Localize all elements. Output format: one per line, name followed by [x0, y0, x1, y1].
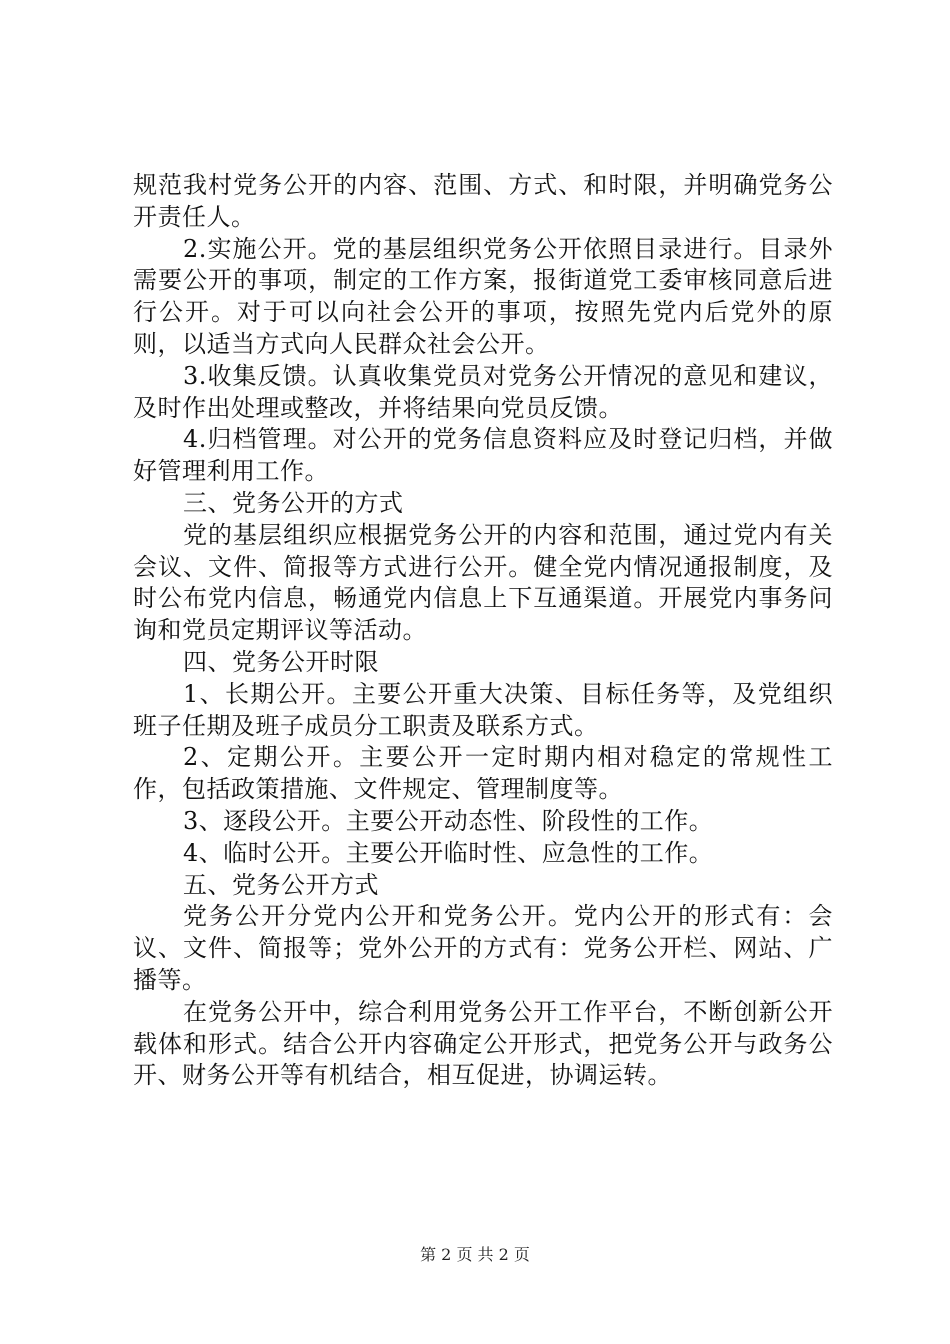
section-heading-5: 五、党务公开方式 — [183, 870, 379, 899]
paragraph-continuation: 规范我村党务公开的内容、范围、方式、和时限，并明确党务公开责任人。 — [133, 171, 833, 231]
paragraph-section-3: 党的基层组织应根据党务公开的内容和范围，通过党内有关会议、文件、简报等方式进行公开。健全党内情况通报制度，及时公布党内信息，畅通党内信息上下互通渠道。开展党内事务问询和党员定期评议等活动。 — [133, 520, 833, 645]
page-footer: 第 2 页 共 2 页 — [420, 1245, 530, 1264]
paragraph-item-4: 4.归档管理。对公开的党务信息资料应及时登记归档，并做好管理利用工作。 — [133, 425, 833, 486]
paragraph-item-2: 2.实施公开。党的基层组织党务公开依照目录进行。目录外需要公开的事项，制定的工作方案，报街道党工委审核同意后进行公开。对于可以向社会公开的事项，按照先党内后党外的原则，以适当方式向人民群众社会公开。 — [133, 234, 833, 358]
section-heading-3: 三、党务公开的方式 — [183, 488, 404, 517]
paragraph-long-term: 1、长期公开。主要公开重大决策、目标任务等，及党组织班子任期及班子成员分工职责及联系方式。 — [133, 679, 833, 740]
paragraph-temporary: 4、临时公开。主要公开临时性、应急性的工作。 — [183, 838, 714, 867]
paragraph-periodic: 2、定期公开。主要公开一定时期内相对稳定的常规性工作，包括政策措施、文件规定、管理制度等。 — [133, 743, 833, 804]
document-body — [133, 170, 833, 1092]
paragraph-stage: 3、逐段公开。主要公开动态性、阶段性的工作。 — [183, 806, 714, 835]
paragraph-closing: 在党务公开中，综合利用党务公开工作平台，不断创新公开载体和形式。结合公开内容确定公开形式，把党务公开与政务公开、财务公开等有机结合，相互促进，协调运转。 — [133, 997, 833, 1090]
paragraph-item-3: 3.收集反馈。认真收集党员对党务公开情况的意见和建议，及时作出处理或整改，并将结果向党员反馈。 — [133, 361, 833, 422]
section-heading-4: 四、党务公开时限 — [183, 647, 379, 676]
paragraph-section-5: 党务公开分党内公开和党务公开。党内公开的形式有：会议、文件、简报等；党外公开的方式有：党务公开栏、网站、广播等。 — [133, 902, 833, 994]
